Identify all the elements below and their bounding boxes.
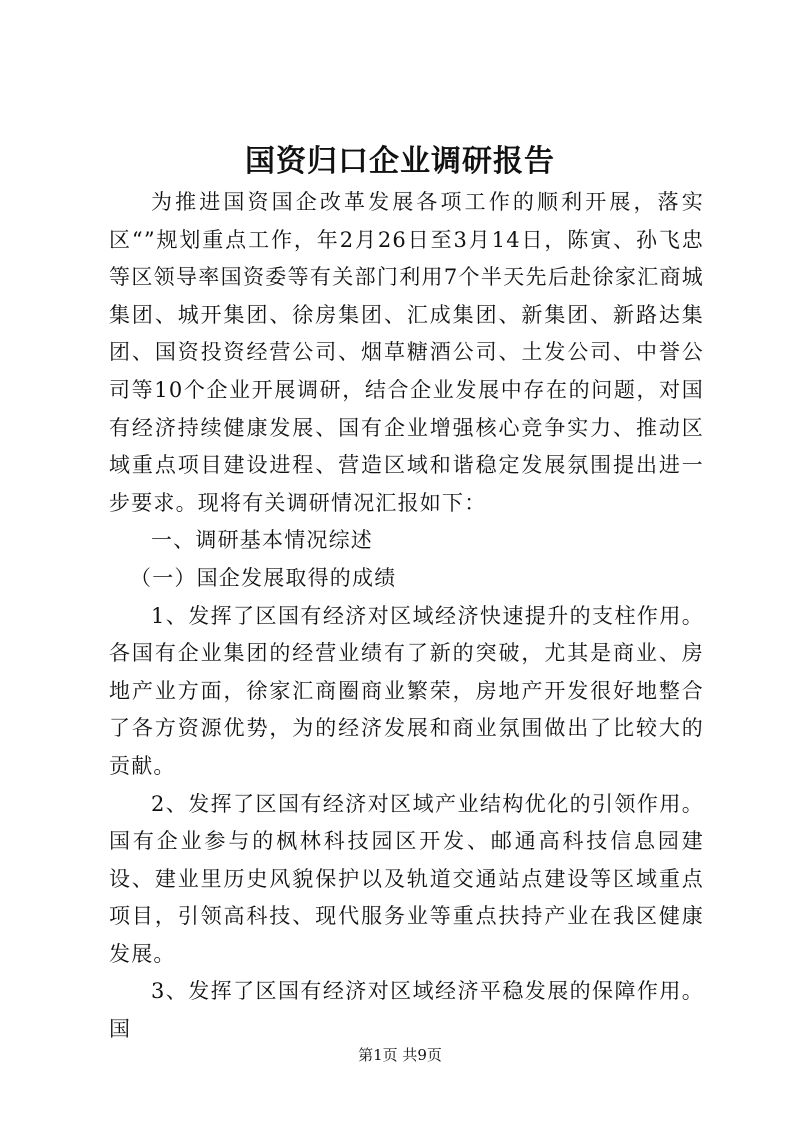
document-body <box>109 184 704 1049</box>
body-paragraph: 1、发挥了区国有经济对区域经济快速提升的支柱作用。各国有企业集团的经营业绩有了新的突破，尤其是商业、房地产业方面，徐家汇商圈商业繁荣，房地产开发很好地整合了各方资源优势，为的经济发展和商业氛围做出了比较大的贡献。 <box>109 603 704 778</box>
document-title: 国资归口企业调研报告 <box>245 144 555 179</box>
subsection-heading: （一）国企发展取得的成绩 <box>130 565 397 590</box>
page-footer: 第1页 共9页 <box>358 1046 442 1064</box>
section-heading: 一、调研基本情况综述 <box>151 528 373 553</box>
body-paragraph: 3、发挥了区国有经济对区域经济平稳发展的保障作用。国 <box>109 979 704 1042</box>
body-paragraph: 2、发挥了区国有经济对区域产业结构优化的引领作用。国有企业参与的枫林科技园区开发、邮通高科技信息园建设、建业里历史风貌保护以及轨道交通站点建设等区域重点项目，引领高科技、现代服务业等重点扶持产业在我区健康发展。 <box>109 791 704 966</box>
intro-paragraph: 为推进国资国企改革发展各项工作的顺利开展，落实区“”规划重点工作，年2月26日至3月14日，陈寅、孙飞忠等区领导率国资委等有关部门利用7个半天先后赴徐家汇商城集团、城开集团、徐房集团、汇成集团、新集团、新路达集团、国资投资经营公司、烟草糖酒公司、土发公司、中誉公司等10个企业开展调研，结合企业发展中存在的问题，对国有经济持续健康发展、国有企业增强核心竞争实力、推动区域重点项目建设进程、营造区域和谐稳定发展氛围提出进一步要求。现将有关调研情况汇报如下： <box>109 190 704 515</box>
